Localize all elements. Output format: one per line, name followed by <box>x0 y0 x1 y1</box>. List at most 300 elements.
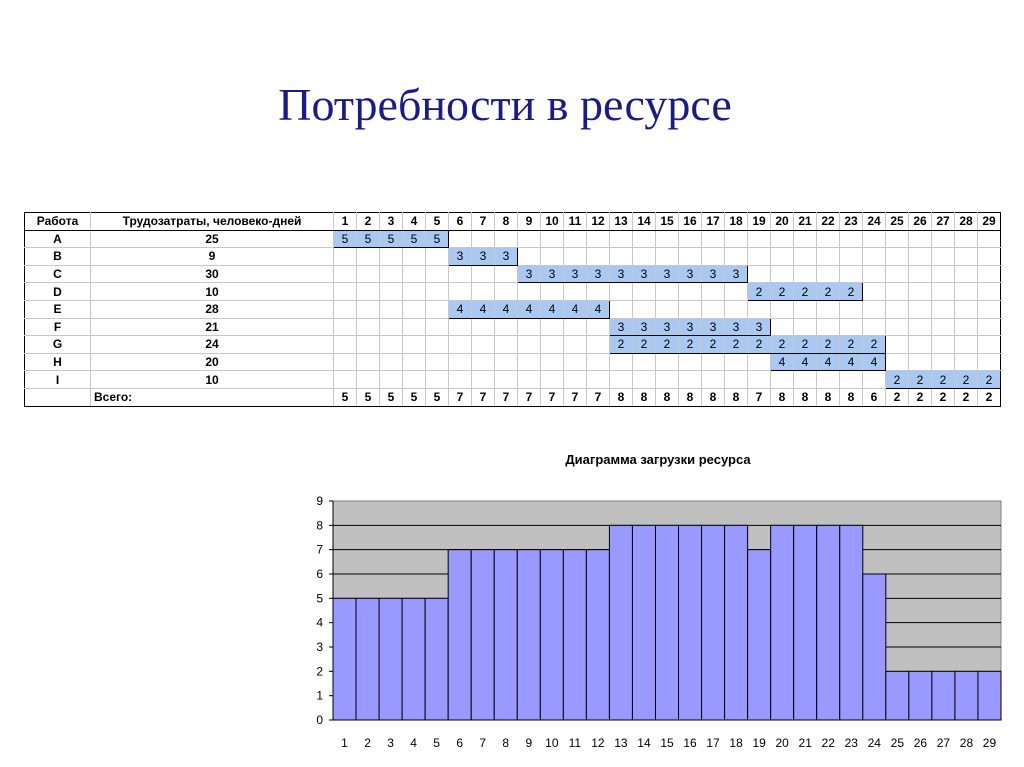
task-effort: 10 <box>91 371 334 389</box>
empty-cell <box>978 248 1001 266</box>
x-tick-label: 20 <box>775 736 789 750</box>
empty-cell <box>794 230 817 248</box>
empty-cell <box>748 300 771 318</box>
total-value: 8 <box>679 388 702 406</box>
empty-cell <box>334 318 357 336</box>
header-day: 12 <box>587 213 610 231</box>
chart-title: Диаграмма загрузки ресурса <box>565 452 751 467</box>
empty-cell <box>357 300 380 318</box>
empty-cell <box>840 318 863 336</box>
header-day: 20 <box>771 213 794 231</box>
total-value: 8 <box>794 388 817 406</box>
empty-cell <box>748 230 771 248</box>
empty-cell <box>564 318 587 336</box>
empty-cell <box>932 353 955 371</box>
empty-cell <box>518 336 541 354</box>
empty-cell <box>518 283 541 301</box>
bar <box>909 671 932 720</box>
total-value: 5 <box>426 388 449 406</box>
total-value: 2 <box>978 388 1001 406</box>
empty-cell <box>403 353 426 371</box>
allocation-cell: 2 <box>725 336 748 354</box>
allocation-cell: 3 <box>633 318 656 336</box>
empty-cell <box>886 265 909 283</box>
empty-cell <box>380 300 403 318</box>
empty-cell <box>955 283 978 301</box>
empty-cell <box>633 371 656 389</box>
x-tick-label: 17 <box>706 736 720 750</box>
empty-cell <box>771 248 794 266</box>
empty-cell <box>403 265 426 283</box>
empty-cell <box>863 248 886 266</box>
x-tick-label: 4 <box>410 736 417 750</box>
table-row <box>25 265 1001 283</box>
empty-cell <box>610 283 633 301</box>
empty-cell <box>702 300 725 318</box>
total-value: 7 <box>472 388 495 406</box>
bar <box>679 525 702 720</box>
empty-cell <box>817 371 840 389</box>
totals-label: Всего: <box>91 388 334 406</box>
empty-cell <box>518 353 541 371</box>
allocation-cell: 3 <box>725 318 748 336</box>
x-tick-label: 22 <box>821 736 835 750</box>
empty-cell <box>817 300 840 318</box>
empty-cell <box>587 283 610 301</box>
empty-cell <box>449 336 472 354</box>
header-day: 4 <box>403 213 426 231</box>
empty-cell <box>978 318 1001 336</box>
table-row <box>25 371 1001 389</box>
empty-cell <box>495 318 518 336</box>
allocation-cell: 4 <box>449 300 472 318</box>
y-tick-label: 8 <box>316 518 323 533</box>
empty-cell <box>449 371 472 389</box>
empty-cell <box>564 230 587 248</box>
bar <box>771 525 794 720</box>
total-value: 8 <box>840 388 863 406</box>
task-name: C <box>25 265 91 283</box>
empty-cell <box>380 353 403 371</box>
empty-cell <box>909 230 932 248</box>
bar <box>517 550 540 720</box>
empty-cell <box>794 300 817 318</box>
total-value: 7 <box>541 388 564 406</box>
bar <box>886 671 909 720</box>
empty-cell <box>334 248 357 266</box>
allocation-cell: 4 <box>840 353 863 371</box>
empty-cell <box>334 353 357 371</box>
bar <box>402 598 425 720</box>
empty-cell <box>633 283 656 301</box>
bar <box>978 671 1001 720</box>
allocation-cell: 4 <box>587 300 610 318</box>
allocation-cell: 4 <box>541 300 564 318</box>
empty-cell <box>587 318 610 336</box>
total-value: 8 <box>771 388 794 406</box>
empty-cell <box>357 248 380 266</box>
empty-cell <box>863 283 886 301</box>
empty-cell <box>725 283 748 301</box>
empty-cell <box>840 230 863 248</box>
header-day: 1 <box>334 213 357 231</box>
empty-cell <box>426 300 449 318</box>
task-name: I <box>25 371 91 389</box>
y-tick-label: 7 <box>316 542 323 557</box>
x-tick-label: 21 <box>798 736 812 750</box>
empty-cell <box>564 283 587 301</box>
allocation-cell: 3 <box>679 318 702 336</box>
allocation-cell: 4 <box>771 353 794 371</box>
header-day: 2 <box>357 213 380 231</box>
allocation-cell: 4 <box>495 300 518 318</box>
empty-cell <box>978 300 1001 318</box>
header-day: 14 <box>633 213 656 231</box>
table-row <box>25 353 1001 371</box>
bar <box>448 550 471 720</box>
empty-cell <box>863 230 886 248</box>
empty-cell <box>426 353 449 371</box>
empty-cell <box>748 353 771 371</box>
empty-cell <box>840 265 863 283</box>
empty-cell <box>564 353 587 371</box>
task-name: H <box>25 353 91 371</box>
empty-cell <box>794 265 817 283</box>
empty-cell <box>725 248 748 266</box>
empty-cell <box>702 283 725 301</box>
empty-cell <box>794 248 817 266</box>
empty-cell <box>909 283 932 301</box>
empty-cell <box>679 371 702 389</box>
x-tick-label: 19 <box>752 736 766 750</box>
empty-cell <box>518 318 541 336</box>
allocation-cell: 5 <box>380 230 403 248</box>
empty-cell <box>863 318 886 336</box>
empty-cell <box>909 265 932 283</box>
task-name: A <box>25 230 91 248</box>
empty-cell <box>955 248 978 266</box>
bar <box>840 525 863 720</box>
empty-cell <box>380 318 403 336</box>
x-tick-label: 28 <box>959 736 974 750</box>
empty-cell <box>380 283 403 301</box>
task-effort: 25 <box>91 230 334 248</box>
empty-cell <box>679 248 702 266</box>
x-tick-label: 9 <box>525 736 533 750</box>
x-tick-label: 14 <box>637 736 651 750</box>
empty-cell <box>886 336 909 354</box>
table-row <box>25 318 1001 336</box>
empty-cell <box>472 265 495 283</box>
allocation-cell: 3 <box>748 318 771 336</box>
bar <box>471 550 494 720</box>
y-tick-label: 0 <box>316 713 323 727</box>
empty-cell <box>380 371 403 389</box>
allocation-cell: 5 <box>334 230 357 248</box>
empty-cell <box>541 353 564 371</box>
empty-cell <box>610 230 633 248</box>
empty-cell <box>932 283 955 301</box>
empty-cell <box>426 283 449 301</box>
empty-cell <box>357 353 380 371</box>
y-tick-label: 5 <box>316 591 323 606</box>
empty-cell <box>587 230 610 248</box>
empty-cell <box>817 265 840 283</box>
empty-cell <box>610 353 633 371</box>
empty-cell <box>978 230 1001 248</box>
header-day: 15 <box>656 213 679 231</box>
empty-cell <box>334 283 357 301</box>
header-day: 7 <box>472 213 495 231</box>
empty-cell <box>334 371 357 389</box>
empty-cell <box>403 318 426 336</box>
empty-cell <box>955 230 978 248</box>
allocation-cell: 3 <box>541 265 564 283</box>
header-day: 3 <box>380 213 403 231</box>
empty-cell <box>909 300 932 318</box>
empty-cell <box>955 353 978 371</box>
bar <box>356 598 379 720</box>
empty-cell <box>518 230 541 248</box>
empty-cell <box>495 265 518 283</box>
header-day: 27 <box>932 213 955 231</box>
y-tick-label: 9 <box>316 494 323 508</box>
empty-cell <box>610 300 633 318</box>
empty-cell <box>886 318 909 336</box>
empty-cell <box>472 353 495 371</box>
header-day: 8 <box>495 213 518 231</box>
allocation-cell: 2 <box>610 336 633 354</box>
empty-cell <box>426 265 449 283</box>
empty-cell <box>564 248 587 266</box>
allocation-cell: 4 <box>564 300 587 318</box>
y-tick-label: 3 <box>316 640 323 654</box>
empty-cell <box>978 265 1001 283</box>
empty-cell <box>840 300 863 318</box>
allocation-cell: 2 <box>633 336 656 354</box>
empty-cell <box>656 371 679 389</box>
allocation-cell: 3 <box>472 248 495 266</box>
allocation-cell: 2 <box>840 336 863 354</box>
allocation-cell: 3 <box>656 318 679 336</box>
bar <box>794 525 817 720</box>
empty-cell <box>495 336 518 354</box>
empty-cell <box>932 248 955 266</box>
x-tick-label: 3 <box>387 736 394 750</box>
empty-cell <box>472 230 495 248</box>
x-tick-label: 29 <box>982 736 997 750</box>
empty-cell <box>449 318 472 336</box>
empty-cell <box>748 265 771 283</box>
total-value: 8 <box>817 388 840 406</box>
total-value: 5 <box>357 388 380 406</box>
empty-cell <box>955 318 978 336</box>
empty-cell <box>610 371 633 389</box>
empty-cell <box>863 371 886 389</box>
empty-cell <box>863 265 886 283</box>
empty-cell <box>656 283 679 301</box>
empty-cell <box>771 230 794 248</box>
empty-cell <box>794 371 817 389</box>
allocation-cell: 4 <box>817 353 840 371</box>
empty-cell <box>817 248 840 266</box>
table-row <box>25 248 1001 266</box>
total-value: 5 <box>380 388 403 406</box>
empty-cell <box>633 248 656 266</box>
bar <box>609 525 632 720</box>
total-value: 7 <box>495 388 518 406</box>
task-name: E <box>25 300 91 318</box>
empty-cell <box>656 353 679 371</box>
empty-cell <box>932 230 955 248</box>
allocation-cell: 2 <box>794 283 817 301</box>
empty-cell <box>495 371 518 389</box>
empty-cell <box>863 300 886 318</box>
allocation-cell: 3 <box>564 265 587 283</box>
empty-cell <box>679 283 702 301</box>
empty-cell <box>725 230 748 248</box>
bar <box>586 550 609 720</box>
table-row <box>25 336 1001 354</box>
header-task: Работа <box>25 213 91 231</box>
empty-cell <box>817 318 840 336</box>
header-day: 26 <box>909 213 932 231</box>
x-tick-label: 18 <box>729 736 743 750</box>
allocation-cell: 3 <box>656 265 679 283</box>
task-name: D <box>25 283 91 301</box>
bar <box>494 550 517 720</box>
empty-cell <box>978 283 1001 301</box>
empty-cell <box>495 353 518 371</box>
empty-cell <box>840 371 863 389</box>
allocation-cell: 3 <box>702 318 725 336</box>
bar <box>379 598 402 720</box>
task-name: B <box>25 248 91 266</box>
allocation-cell: 2 <box>817 336 840 354</box>
allocation-cell: 2 <box>794 336 817 354</box>
empty-cell <box>978 353 1001 371</box>
x-tick-label: 10 <box>545 736 559 750</box>
empty-cell <box>909 353 932 371</box>
y-tick-label: 6 <box>316 567 323 581</box>
task-name: F <box>25 318 91 336</box>
bar <box>655 525 678 720</box>
allocation-cell: 2 <box>817 283 840 301</box>
task-effort: 20 <box>91 353 334 371</box>
x-tick-label: 16 <box>683 736 697 750</box>
allocation-cell: 3 <box>449 248 472 266</box>
empty-cell <box>357 336 380 354</box>
total-value: 7 <box>449 388 472 406</box>
empty-cell <box>518 371 541 389</box>
total-value: 2 <box>909 388 932 406</box>
allocation-cell: 2 <box>840 283 863 301</box>
empty-cell <box>426 371 449 389</box>
bar <box>863 574 886 720</box>
header-day: 19 <box>748 213 771 231</box>
header-day: 25 <box>886 213 909 231</box>
totals-row <box>25 388 1001 406</box>
allocation-cell: 4 <box>863 353 886 371</box>
total-value: 8 <box>725 388 748 406</box>
header-day: 11 <box>564 213 587 231</box>
empty-cell <box>541 248 564 266</box>
bar <box>632 525 655 720</box>
allocation-cell: 3 <box>610 265 633 283</box>
allocation-cell: 2 <box>771 336 794 354</box>
header-day: 9 <box>518 213 541 231</box>
empty-cell <box>909 336 932 354</box>
task-effort: 10 <box>91 283 334 301</box>
empty-cell <box>587 371 610 389</box>
empty-cell <box>725 300 748 318</box>
empty-cell <box>656 300 679 318</box>
total-value: 7 <box>518 388 541 406</box>
bar <box>563 550 586 720</box>
header-day: 17 <box>702 213 725 231</box>
empty-cell <box>702 230 725 248</box>
allocation-cell: 2 <box>679 336 702 354</box>
allocation-cell: 3 <box>679 265 702 283</box>
empty-cell <box>403 336 426 354</box>
empty-cell <box>472 336 495 354</box>
empty-cell <box>403 371 426 389</box>
total-value: 5 <box>334 388 357 406</box>
allocation-cell: 3 <box>495 248 518 266</box>
empty-cell <box>380 336 403 354</box>
task-effort: 9 <box>91 248 334 266</box>
bar <box>748 550 771 720</box>
allocation-cell: 2 <box>909 371 932 389</box>
allocation-cell: 2 <box>748 283 771 301</box>
table-row <box>25 300 1001 318</box>
empty-cell <box>955 336 978 354</box>
slide-title: Потребности в ресурсе <box>278 79 732 130</box>
empty-cell <box>794 318 817 336</box>
empty-cell <box>725 353 748 371</box>
allocation-cell: 4 <box>472 300 495 318</box>
x-tick-label: 1 <box>341 736 348 750</box>
task-name: G <box>25 336 91 354</box>
empty-cell <box>817 230 840 248</box>
total-value: 7 <box>748 388 771 406</box>
x-tick-label: 12 <box>591 736 605 750</box>
total-value: 7 <box>587 388 610 406</box>
total-value: 2 <box>932 388 955 406</box>
empty-cell <box>679 353 702 371</box>
empty-cell <box>932 265 955 283</box>
resource-load-chart <box>0 440 1024 760</box>
empty-cell <box>840 248 863 266</box>
allocation-cell: 3 <box>633 265 656 283</box>
empty-cell <box>449 353 472 371</box>
empty-cell <box>886 353 909 371</box>
empty-cell <box>541 371 564 389</box>
x-tick-label: 5 <box>433 736 440 750</box>
allocation-cell: 2 <box>932 371 955 389</box>
bar <box>932 671 955 720</box>
empty-cell <box>932 318 955 336</box>
empty-cell <box>587 336 610 354</box>
header-day: 18 <box>725 213 748 231</box>
empty-cell <box>633 300 656 318</box>
totals-blank <box>25 388 91 406</box>
header-effort: Трудозатраты, человеко-дней <box>91 213 334 231</box>
bar <box>725 525 748 720</box>
allocation-cell: 2 <box>656 336 679 354</box>
header-day: 24 <box>863 213 886 231</box>
allocation-cell: 2 <box>748 336 771 354</box>
